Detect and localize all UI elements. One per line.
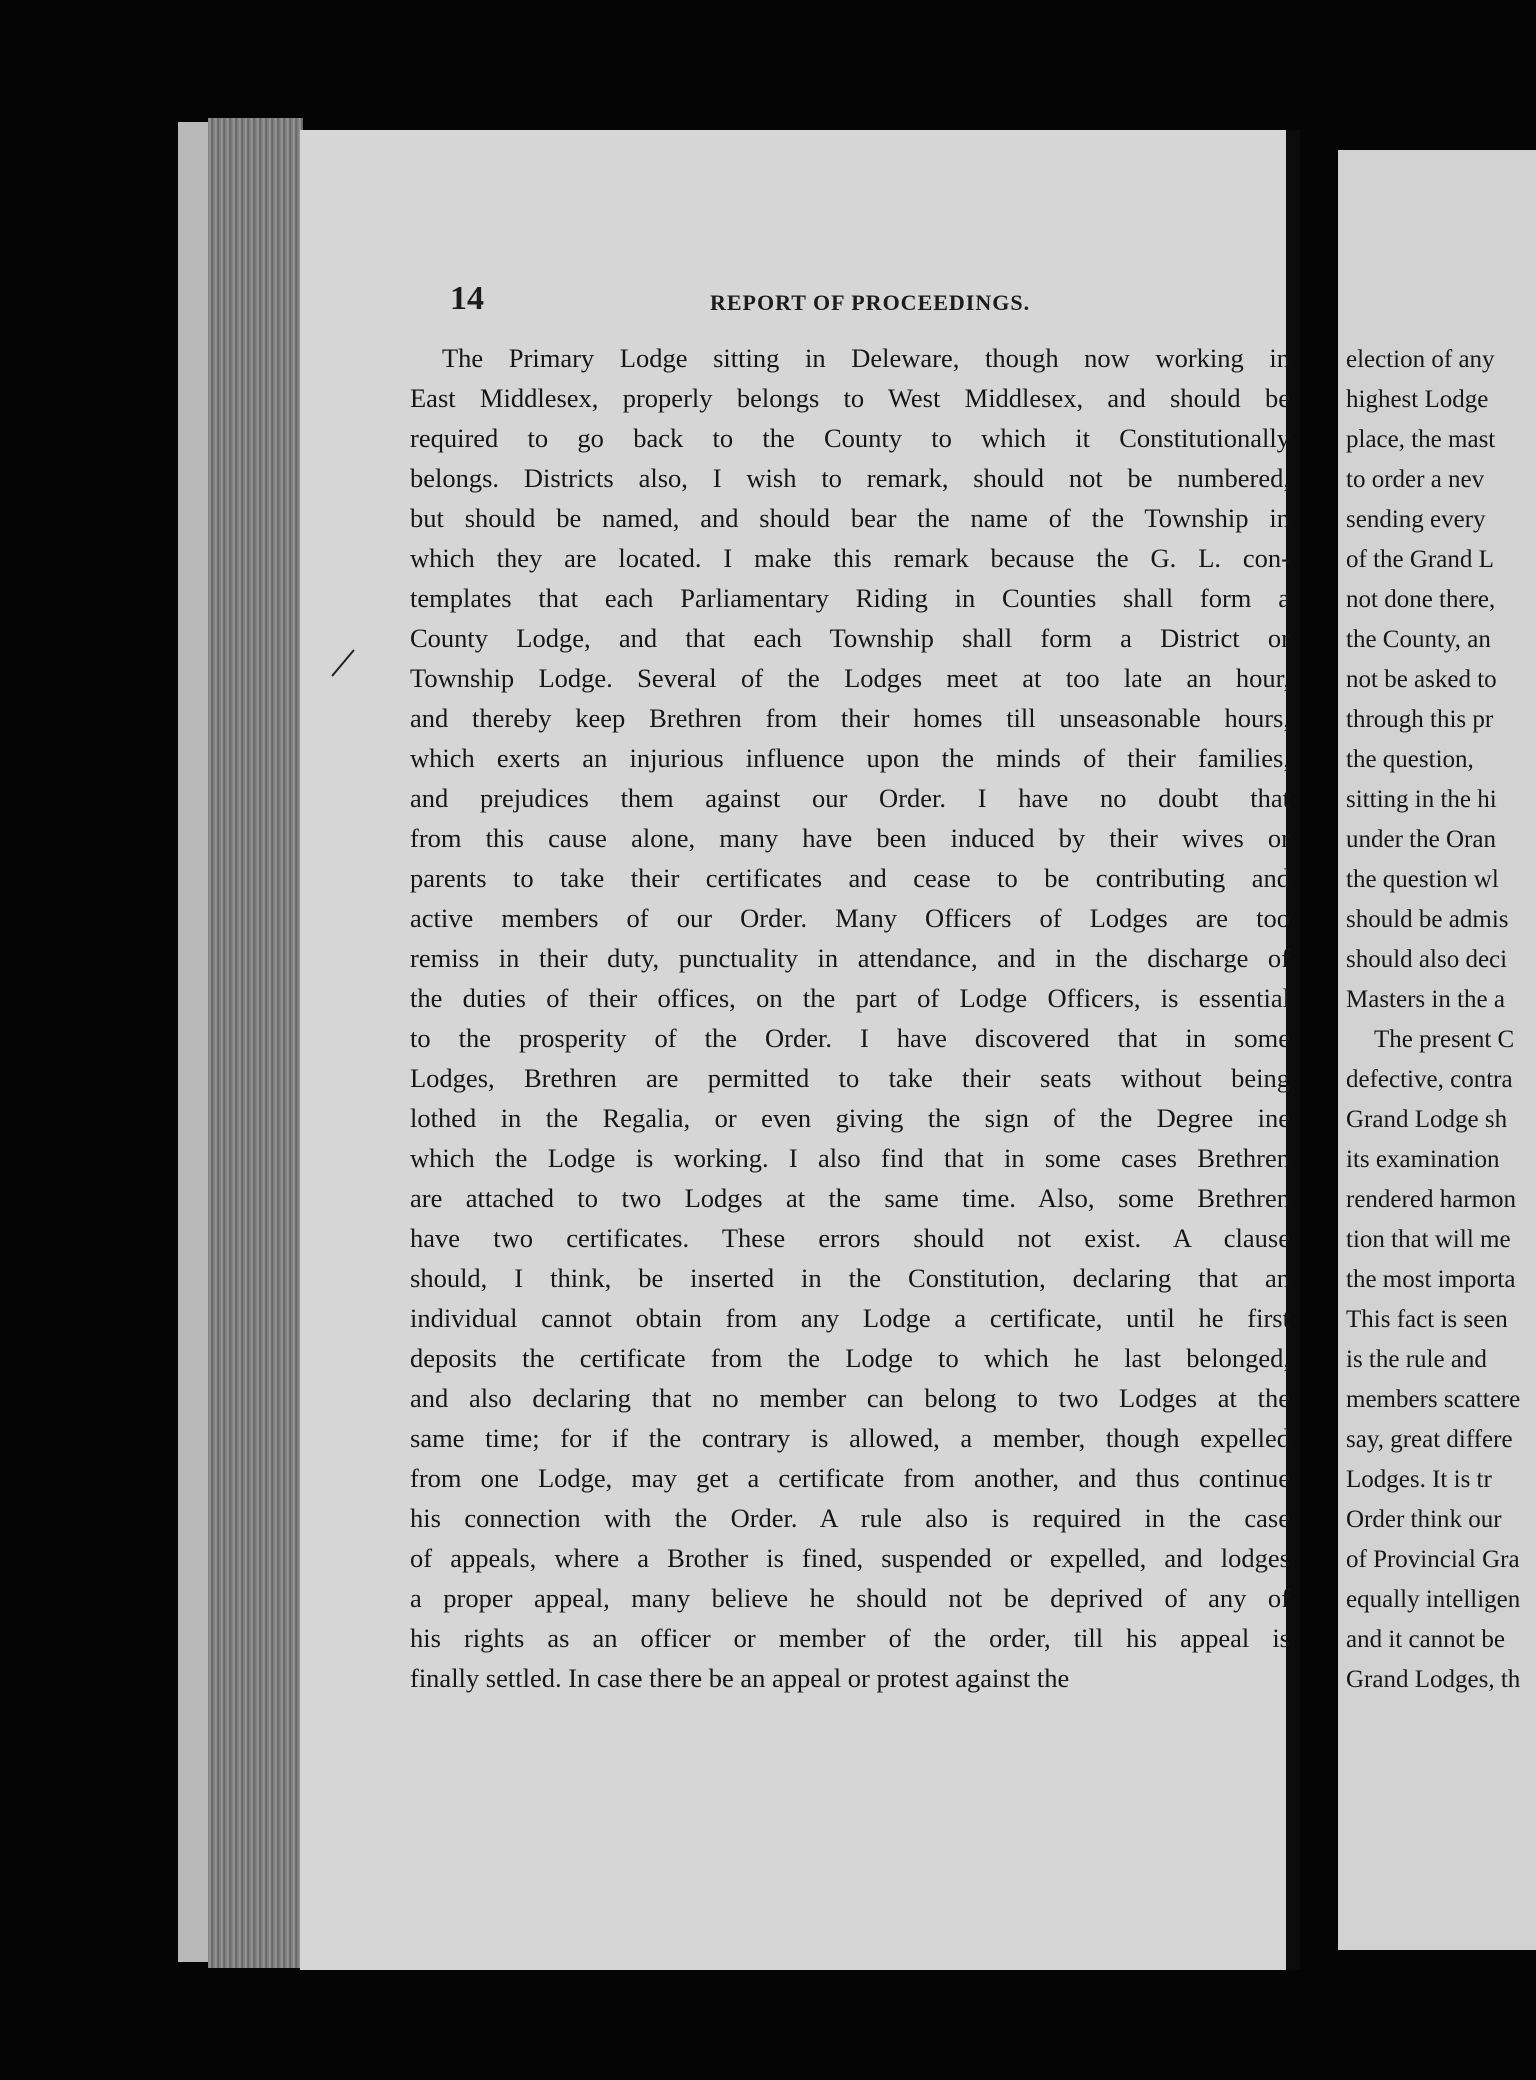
text-line: the question wl	[1346, 866, 1499, 893]
text-line: should also deci	[1346, 946, 1508, 973]
text-line: Masters in the a	[1346, 986, 1505, 1013]
text-line: should be admis	[1346, 906, 1509, 933]
text-line: templates that each Parliamentary Riding in Counties shall form a	[410, 583, 1290, 613]
text-line: Lodges. It is tr	[1346, 1466, 1492, 1493]
text-line: individual cannot obtain from any Lodge a certificate, until he first	[410, 1303, 1290, 1333]
text-line: sitting in the hi	[1346, 786, 1497, 813]
text-line: County Lodge, and that each Township shall form a District or	[410, 623, 1290, 653]
text-line: East Middlesex, properly belongs to West Middlesex, and should be	[410, 383, 1290, 413]
text-line: a proper appeal, many believe he should not be deprived of any of	[410, 1583, 1290, 1613]
text-line: place, the mast	[1346, 426, 1496, 453]
text-line: highest Lodge	[1346, 386, 1489, 413]
text-line: election of any	[1346, 346, 1495, 373]
text-line: and it cannot be	[1346, 1626, 1505, 1653]
text-line: which exerts an injurious influence upon the minds of their families,	[410, 743, 1290, 773]
right-page-body-text	[1346, 340, 1536, 1700]
text-line: of Provincial Gra	[1346, 1546, 1520, 1573]
left-page-body-text	[410, 338, 1290, 1698]
text-line: sending every	[1346, 506, 1486, 533]
text-line: not be asked to	[1346, 666, 1497, 693]
text-line: required to go back to the County to which it Constitutionally	[410, 423, 1290, 453]
text-line: its examination	[1346, 1146, 1500, 1173]
text-line: The Primary Lodge sitting in Deleware, though now working in	[442, 343, 1290, 373]
text-line: equally intelligen	[1346, 1586, 1521, 1613]
text-line: through this pr	[1346, 706, 1494, 733]
text-line: the most importa	[1346, 1266, 1516, 1293]
text-line: which they are located. I make this remark because the G. L. con-	[410, 543, 1290, 573]
text-line: his rights as an officer or member of the order, till his appeal is	[410, 1623, 1290, 1653]
text-line: but should be named, and should bear the name of the Township in	[410, 503, 1290, 533]
right-page	[1338, 150, 1536, 1950]
text-line: same time; for if the contrary is allowed, a member, though expelled	[410, 1423, 1290, 1453]
text-line: say, great differe	[1346, 1426, 1513, 1453]
text-line: members scattere	[1346, 1386, 1521, 1413]
text-line: have two certificates. These errors should not exist. A clause	[410, 1223, 1290, 1253]
text-line: rendered harmon	[1346, 1186, 1517, 1213]
text-line: and thereby keep Brethren from their homes till unseasonable hours,	[410, 703, 1290, 733]
running-head: REPORT OF PROCEEDINGS.	[710, 290, 1031, 315]
text-line: deposits the certificate from the Lodge to which he last belonged,	[410, 1343, 1290, 1373]
text-line: defective, contra	[1346, 1066, 1513, 1093]
text-line: the question,	[1346, 746, 1474, 773]
text-line: the duties of their offices, on the part of Lodge Officers, is essential	[410, 983, 1290, 1013]
book-cover-edge	[178, 122, 208, 1962]
text-line: under the Oran	[1346, 826, 1496, 853]
text-line: The present C	[1374, 1026, 1515, 1053]
text-line: parents to take their certificates and cease to be contributing and	[410, 863, 1290, 893]
text-line: to order a nev	[1346, 466, 1485, 493]
text-line: Grand Lodges, th	[1346, 1666, 1521, 1693]
page-edges	[208, 118, 303, 1968]
text-line: Lodges, Brethren are permitted to take their seats without being	[410, 1063, 1290, 1093]
text-line: remiss in their duty, punctuality in attendance, and in the discharge of	[410, 943, 1290, 973]
text-line: from one Lodge, may get a certificate from another, and thus continue	[410, 1463, 1290, 1493]
text-line: belongs. Districts also, I wish to remark, should not be numbered,	[410, 463, 1290, 493]
text-line: lothed in the Regalia, or even giving the sign of the Degree ine	[410, 1103, 1290, 1133]
text-line: Order think our	[1346, 1506, 1502, 1533]
text-line: active members of our Order. Many Officers of Lodges are too	[410, 903, 1290, 933]
text-line: Township Lodge. Several of the Lodges meet at too late an hour,	[410, 663, 1290, 693]
text-line: are attached to two Lodges at the same time. Also, some Brethren	[410, 1183, 1290, 1213]
text-line: This fact is seen	[1346, 1306, 1508, 1333]
text-line: finally settled. In case there be an appeal or protest against the	[410, 1663, 1070, 1693]
text-line: is the rule and	[1346, 1346, 1487, 1373]
text-line: which the Lodge is working. I also find that in some cases Brethren	[410, 1143, 1290, 1173]
text-line: of the Grand L	[1346, 546, 1494, 573]
text-line: of appeals, where a Brother is fined, suspended or expelled, and lodges	[410, 1543, 1290, 1573]
text-line: his connection with the Order. A rule also is required in the case	[410, 1503, 1290, 1533]
text-line: should, I think, be inserted in the Constitution, declaring that an	[410, 1263, 1290, 1293]
text-line: tion that will me	[1346, 1226, 1511, 1253]
text-line: not done there,	[1346, 586, 1496, 613]
page-number: 14	[450, 280, 484, 317]
text-line: the County, an	[1346, 626, 1491, 653]
text-line: to the prosperity of the Order. I have discovered that in some	[410, 1023, 1290, 1053]
text-line: from this cause alone, many have been induced by their wives or	[410, 823, 1290, 853]
text-line: and prejudices them against our Order. I have no doubt that	[410, 783, 1290, 813]
text-line: and also declaring that no member can belong to two Lodges at the	[410, 1383, 1290, 1413]
text-line: Grand Lodge sh	[1346, 1106, 1508, 1133]
